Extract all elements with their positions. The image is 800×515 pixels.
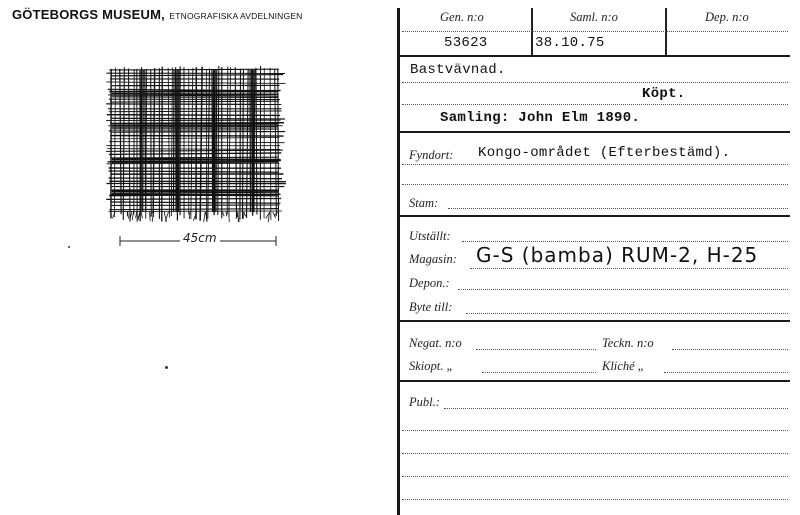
dotted-line [402,430,788,431]
skiopt-label: Skiopt. „ [409,359,454,373]
dotted-line [444,408,788,409]
dotted-line [482,372,596,373]
dotted-line [462,241,788,242]
dotted-line [402,104,788,105]
kliche-label: Kliché „ [602,359,645,373]
textile-sketch [100,62,290,222]
dotted-line [402,499,788,500]
dotted-line [402,164,788,165]
card-left-border [397,8,400,515]
rule [400,215,790,217]
rule [400,380,790,382]
dotted-line [402,453,788,454]
saml-no-label: Saml. n:o [570,10,618,24]
stam-label: Stam: [409,196,439,210]
acquisition-type: Köpt. [642,86,686,102]
negat-label: Negat. n:o [409,336,462,350]
byte-till-label: Byte till: [409,300,453,314]
museum-name: GÖTEBORGS MUSEUM, [12,7,165,22]
publ-label: Publ.: [409,395,440,409]
department-name: ETNOGRAFISKA AVDELNINGEN [169,11,303,21]
dotted-line [402,184,788,185]
gen-no-value: 53623 [444,35,488,51]
utstallt-label: Utställt: [409,229,451,243]
header-underline [402,31,788,32]
dotted-line [448,208,788,209]
ink-dot [68,246,70,248]
dotted-line [458,289,788,290]
rule [400,55,790,57]
dotted-line [470,268,788,269]
dotted-line [466,313,788,314]
gen-no-label: Gen. n:o [440,10,484,24]
saml-no-value: 38.10.75 [535,35,605,51]
teckn-label: Teckn. n:o [602,336,654,350]
dotted-line [402,476,788,477]
dotted-line [402,82,788,83]
museum-header [12,6,303,24]
dotted-line [476,349,596,350]
magasin-value: G-S (bamba) RUM-2, H-25 [476,243,759,267]
depon-label: Depon.: [409,276,450,290]
ink-dot [165,366,168,369]
dep-no-label: Dep. n:o [705,10,749,24]
collection-name: Samling: John Elm 1890. [440,110,641,126]
rule [400,131,790,133]
scale-label: 45cm [180,231,220,245]
object-title: Bastvävnad. [410,62,506,78]
fyndort-label: Fyndort: [409,148,454,162]
dotted-line [672,349,788,350]
fyndort-value: Kongo-området (Efterbestämd). [478,145,731,161]
dotted-line [664,372,788,373]
magasin-label: Magasin: [409,252,457,266]
rule [400,320,790,322]
